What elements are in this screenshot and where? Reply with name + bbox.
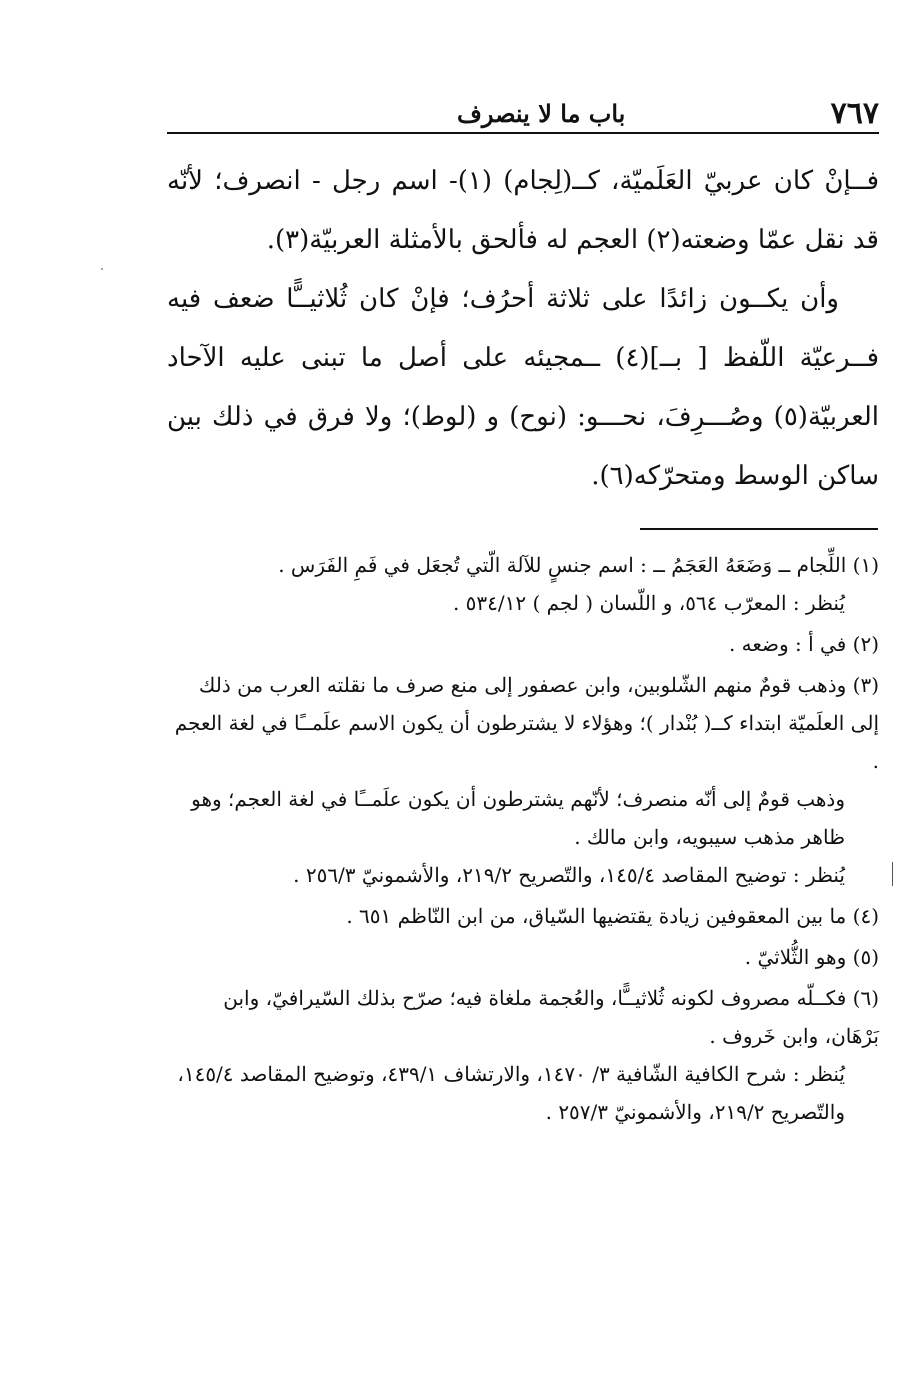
footnote-text: وذهب قومٌ منهم الشّلوبين، وابن عصفور إلى منع صرف ما نقلته العرب من ذلك إلى العلَميّة ابتداء كــ( بُنْدار )؛ وهؤلاء لا يشترطون أن يكون الاسم علَمــًا في لغة العجم . (174, 673, 879, 773)
footnote-4 (167, 897, 879, 935)
footnote-label: (٥) (852, 945, 879, 969)
margin-mark (892, 862, 893, 886)
footnote-label: (٤) (852, 904, 879, 928)
footnote-text: فكــلّه مصروف لكونه ثُلاثيــًّا، والعُجمة ملغاة فيه؛ صرّح بذلك السّيرافيّ، وابن بَرْهَان، وابن خَروف . (223, 986, 879, 1048)
scan-speck (101, 268, 103, 270)
footnote-3-continuation: وذهب قومٌ إلى أنّه منصرف؛ لأنّهم يشترطون أن يكون علَمــًا في لغة العجم؛ وهو ظاهر مذهب سيبويه، وابن مالك . (191, 787, 845, 849)
footnote-1-reference: يُنظر : المعرّب ٥٦٤، و اللّسان ( لجم ) ٥٣٤/١٢ . (452, 591, 845, 615)
footnote-label: (١) (852, 553, 879, 577)
footnote-text: وهو الثُّلاثيّ . (744, 945, 847, 969)
running-title: باب ما لا ينصرف (457, 99, 626, 128)
footnote-1 (167, 546, 879, 584)
footnote-6-reference: يُنظر : شرح الكافية الشّافية ٣/ ١٤٧٠، والارتشاف ٤٣٩/١، وتوضيح المقاصد ١٤٥/٤، والتّصريح ٢١٩/٢، والأشمونيّ ٢٥٧/٣ . (177, 1062, 845, 1124)
paragraph-2: وأن يكــون زائدًا على ثلاثة أحرُف؛ فإنْ كان ثُلاثيــًّا ضعف فيه فــرعيّة اللّفظ [ بــ](٤) ــمجيئه على أصل ما تبنى عليه الآحاد العربيّة(٥) وصُـــرِفَ، نحـــو: (نوح) و (لوط)؛ ولا فرق في ذلك بين ساكن الوسط ومتحرّكه(٦). (167, 284, 879, 491)
footnote-text: ما بين المعقوفين زيادة يقتضيها السّياق، من ابن النّاظم ٦٥١ . (346, 904, 847, 928)
footnotes (167, 546, 879, 1131)
footnote-text: اللِّجام ــ وَضَعَهُ العَجَمُ ــ : اسم جنسٍ للآلة الّتي تُجعَل في فَمِ الفَرَس . (278, 553, 847, 577)
footnote-5 (167, 938, 879, 976)
footnote-3 (167, 666, 879, 780)
paragraph-1: فــإنْ كان عربيّ العَلَميّة، كــ(لِجام) (١)- اسم رجل - انصرف؛ لأنّه قد نقل عمّا وضعته(٢) العجم له فألحق بالأمثلة العربيّة(٣). (167, 166, 879, 255)
page-header (167, 96, 879, 134)
footnote-label: (٢) (852, 632, 879, 656)
footnote-text: في أ : وضعه . (728, 632, 847, 656)
footnote-3-reference: يُنظر : توضيح المقاصد ١٤٥/٤، والتّصريح ٢١٩/٢، والأشمونيّ ٢٥٦/٣ . (293, 863, 845, 887)
footnote-2 (167, 625, 879, 663)
footnote-label: (٣) (852, 673, 879, 697)
footnote-label: (٦) (852, 986, 879, 1010)
page-number: ٧٦٧ (830, 96, 879, 131)
footnote-divider (640, 528, 878, 530)
footnote-6 (167, 979, 879, 1055)
main-text (167, 152, 879, 506)
